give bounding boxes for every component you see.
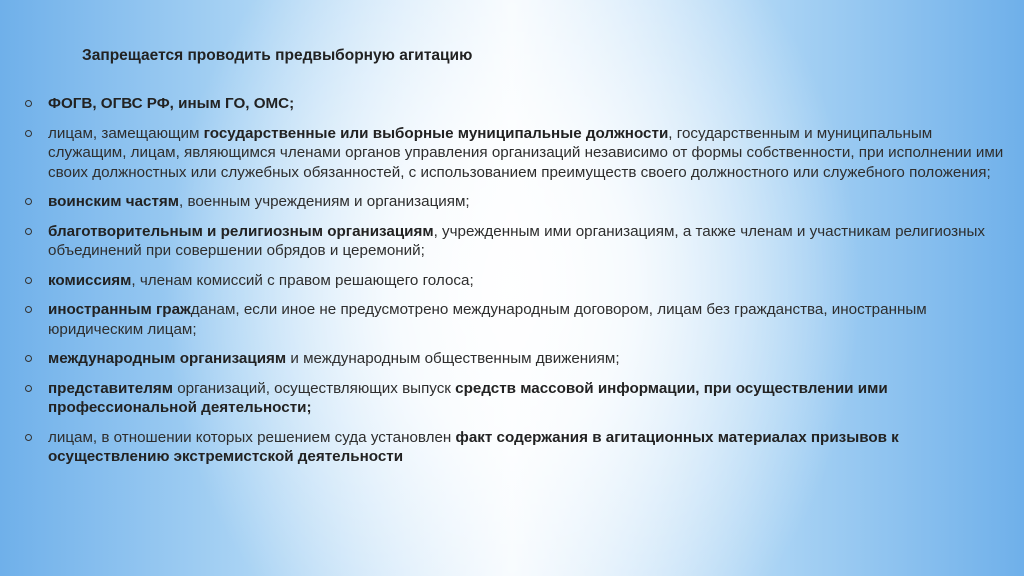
list-item — [24, 428, 1009, 467]
bullet-icon — [25, 355, 32, 362]
list-item-bold-text: государственные или выборные муниципальные должности — [203, 124, 669, 142]
list-item-bold-text: ФОГВ, ОГВС РФ, иным ГО, ОМС; — [48, 95, 295, 112]
list-item-bold-text: воинским частям — [48, 193, 180, 210]
bullet-icon — [25, 306, 32, 313]
list-item-bold-text: иностранным граж — [48, 301, 191, 318]
list-item — [24, 300, 1009, 339]
list-item-text: организаций, осуществляющих выпуск — [172, 379, 456, 397]
list-item-text: , государственным и муниципальным служащим, лицам, являющимся членами органов управления организаций независимо от формы собственности, при исполнении ими своих должностных или служебных обязанностей, с использованием преимуществ своего должностного или служебного положения; — [48, 124, 1004, 181]
prohibition-list — [24, 94, 1009, 477]
list-item — [24, 271, 1009, 291]
list-item — [24, 349, 1009, 369]
list-item-text: лицам, замещающим — [48, 124, 204, 142]
list-item-bold-text: комиссиям — [48, 271, 132, 289]
list-item-bold-text: факт содержания в агитационных материалах призывов к осуществлению экстремистской деятельности — [48, 428, 899, 465]
list-item — [24, 222, 1009, 261]
bullet-icon — [25, 434, 32, 441]
list-item — [24, 379, 1009, 418]
bullet-icon — [25, 100, 32, 107]
bullet-icon — [25, 130, 32, 137]
list-item — [24, 192, 1009, 212]
list-item-text: , военным учреждениям и организациям; — [179, 193, 470, 210]
list-item-bold-text: благотворительным и религиозным организациям — [48, 222, 434, 240]
slide-title: Запрещается проводить предвыборную агитацию — [82, 47, 473, 64]
list-item-bold-text: представителям — [48, 379, 173, 397]
bullet-icon — [25, 385, 32, 392]
list-item-text: данам, если иное не предусмотрено международным договором, лицам без гражданства, иностранным юридическим лицам; — [48, 301, 927, 338]
list-item-text: лицам, в отношении которых решением суда установлен — [48, 428, 456, 446]
bullet-icon — [25, 277, 32, 284]
list-item-bold-text: международным организациям — [48, 350, 287, 367]
list-item-bold-text: средств массовой информации, при осуществлении ими профессиональной деятельности; — [48, 379, 888, 416]
list-item-text: , членам комиссий с правом решающего голоса; — [131, 271, 474, 289]
list-item — [24, 124, 1009, 183]
bullet-icon — [25, 198, 32, 205]
bullet-icon — [25, 228, 32, 235]
list-item — [24, 94, 1009, 114]
list-item-text: , учрежденным ими организациям, а также членам и участникам религиозных объединений при совершении обрядов и церемоний; — [48, 222, 985, 259]
list-item-text: и международным общественным движениям; — [286, 350, 620, 367]
